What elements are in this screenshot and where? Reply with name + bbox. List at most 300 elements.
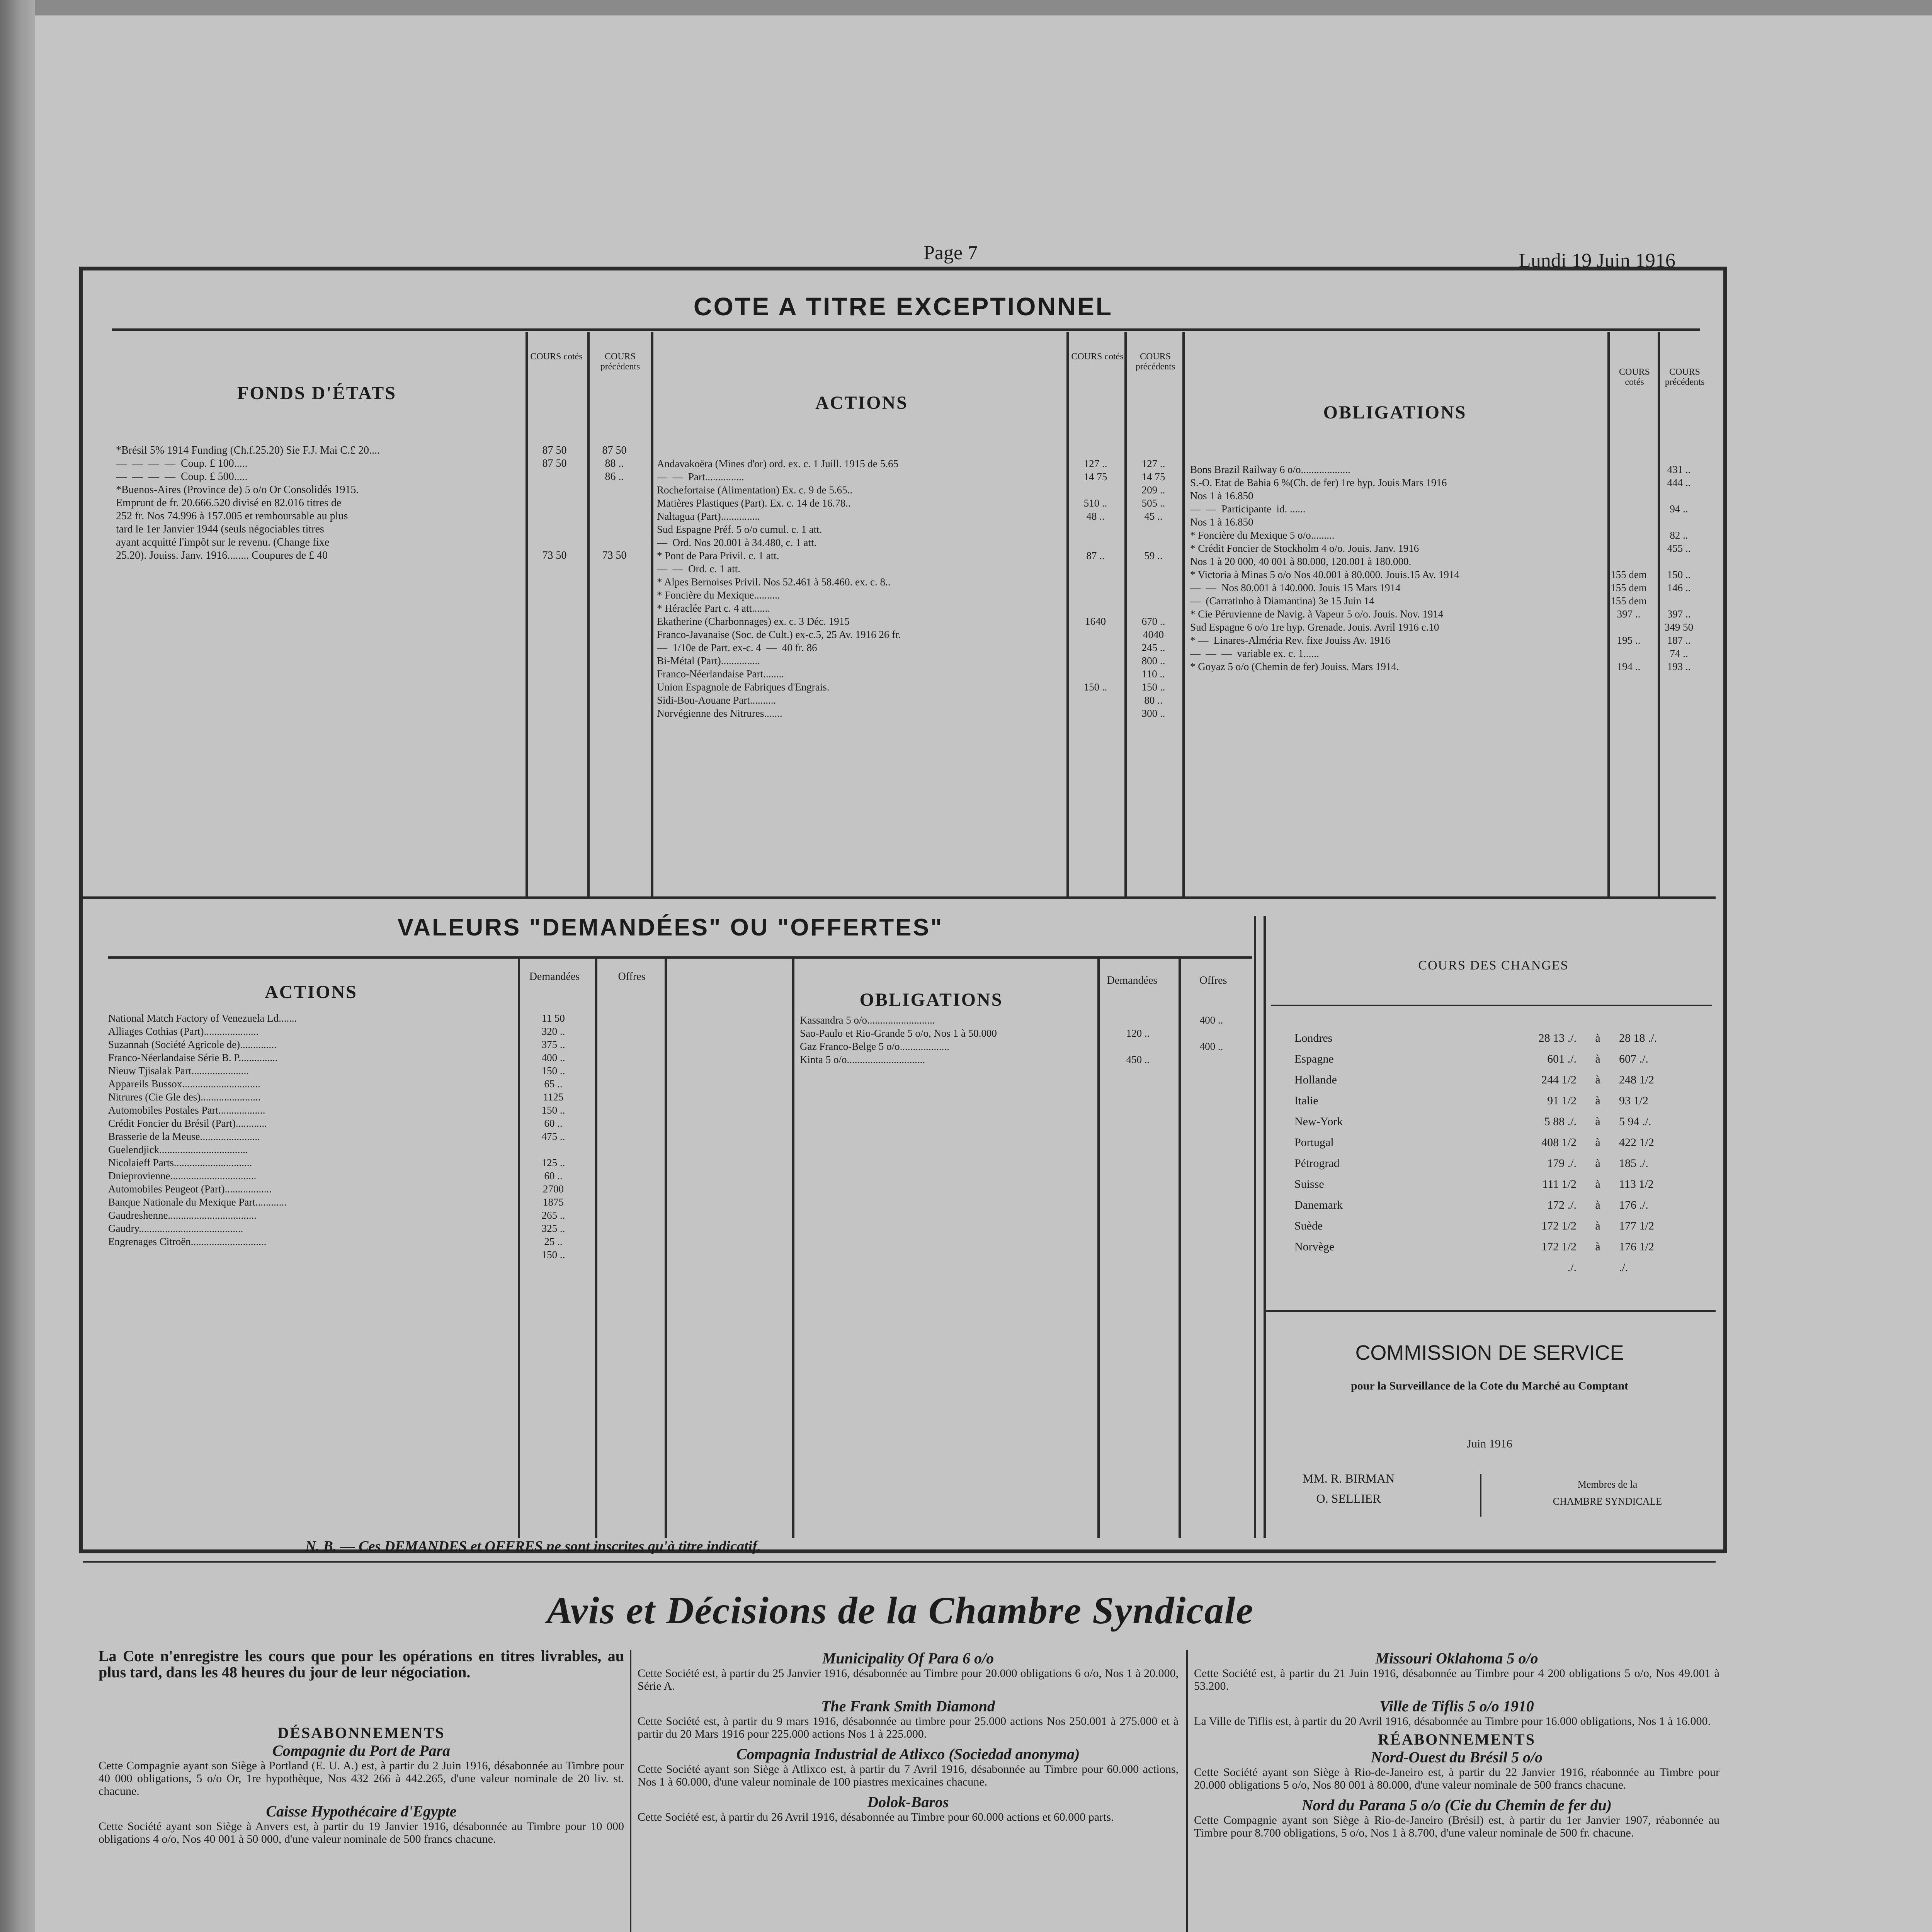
valeurs-title: VALEURS "DEMANDÉES" OU "OFFERTES" bbox=[397, 914, 944, 941]
commission-title: COMMISSION DE SERVICE bbox=[1355, 1341, 1624, 1364]
row-value bbox=[1124, 524, 1182, 537]
rule bbox=[1271, 1005, 1712, 1006]
cours-cotes-head-3: COURS cotés bbox=[1619, 367, 1650, 387]
row-label: — — — variable ex. c. 1...... bbox=[1190, 648, 1319, 659]
row-value: 11 50 bbox=[542, 1012, 565, 1024]
row-value: 300 .. bbox=[1141, 707, 1165, 719]
table-row bbox=[116, 510, 653, 523]
nb-note: N. B. — Ces DEMANDES et OFFRES ne sont inscrites qu'à titre indicatif. bbox=[305, 1538, 761, 1554]
row-value: 397 .. bbox=[1617, 608, 1641, 620]
change-row bbox=[1271, 1090, 1708, 1111]
row-label: *Brésil 5% 1914 Funding (Ch.f.25.20) Sie F.J. Mai C.£ 20.... bbox=[116, 444, 380, 456]
change-rate-high: 607 ./. bbox=[1619, 1053, 1648, 1065]
row-value: 82 .. bbox=[1670, 529, 1688, 541]
change-separator: à bbox=[1595, 1136, 1600, 1149]
row-value bbox=[583, 523, 645, 536]
avis-item-text: La Ville de Tiflis est, à partir du 20 Avril 1916, désabonnée au Timbre pour 16.000 obligations, Nos 1 à 16.000. bbox=[1194, 1715, 1711, 1728]
rule bbox=[112, 328, 1700, 331]
table-row bbox=[800, 1054, 1248, 1067]
row-value bbox=[1604, 621, 1654, 634]
row-value bbox=[1124, 537, 1182, 550]
row-value bbox=[592, 1249, 661, 1262]
row-label: tard le 1er Janvier 1944 (seuls négociables titres bbox=[116, 523, 324, 535]
row-value: 400 .. bbox=[1199, 1014, 1223, 1026]
change-place: Norvège bbox=[1294, 1240, 1335, 1253]
row-label: Franco-Néerlandaise Part........ bbox=[657, 668, 784, 680]
row-value bbox=[1604, 464, 1654, 477]
change-separator: à bbox=[1595, 1115, 1600, 1128]
change-place: Londres bbox=[1294, 1032, 1333, 1044]
row-value: 155 dem bbox=[1611, 582, 1647, 594]
desabonnements-head: DÉSABONNEMENTS bbox=[277, 1724, 445, 1742]
table-row bbox=[1190, 556, 1716, 569]
cours-precedents-head-3: COURS précédents bbox=[1665, 367, 1705, 387]
change-place: Hollande bbox=[1294, 1073, 1337, 1086]
row-value: 349 50 bbox=[1664, 621, 1694, 633]
row-value: 150 .. bbox=[541, 1065, 565, 1077]
row-value: 670 .. bbox=[1141, 616, 1165, 627]
avis-item bbox=[638, 1746, 1179, 1788]
table-row bbox=[657, 524, 1186, 537]
change-separator: à bbox=[1595, 1053, 1600, 1065]
row-value: 125 .. bbox=[541, 1157, 565, 1168]
row-value bbox=[526, 536, 583, 549]
row-label: Automobiles Postales Part.................. bbox=[108, 1104, 265, 1116]
row-label: Nos 1 à 16.850 bbox=[1190, 516, 1253, 528]
row-label: * Cie Péruvienne de Navig. à Vapeur 5 o/o. Jouis. Nov. 1914 bbox=[1190, 608, 1444, 620]
row-value bbox=[1066, 629, 1124, 642]
row-value bbox=[592, 1209, 661, 1223]
row-label: Ekatherine (Charbonnages) ex. c. 3 Déc. 1915 bbox=[657, 616, 850, 627]
table-row bbox=[1190, 608, 1716, 621]
table-row bbox=[108, 1209, 661, 1223]
table-row bbox=[657, 563, 1186, 576]
row-value bbox=[1604, 477, 1654, 490]
row-value: 86 .. bbox=[605, 471, 624, 483]
table-row bbox=[1190, 582, 1716, 595]
row-label: — — — — Coup. £ 500..... bbox=[116, 471, 248, 483]
row-value bbox=[583, 536, 645, 549]
row-label: Bi-Métal (Part)............... bbox=[657, 655, 760, 667]
row-value: 25 .. bbox=[544, 1236, 563, 1247]
avis-item bbox=[99, 1803, 624, 1845]
row-label: Gaudry........................................ bbox=[108, 1223, 243, 1234]
row-label: Appareils Bussox.............................. bbox=[108, 1078, 260, 1090]
row-label bbox=[108, 1249, 511, 1262]
row-value: 1640 bbox=[1085, 616, 1106, 627]
row-value: 1125 bbox=[543, 1091, 564, 1103]
avis-item-title: Caisse Hypothécaire d'Egypte bbox=[266, 1803, 457, 1820]
row-value: 94 .. bbox=[1670, 503, 1688, 515]
row-value: 431 .. bbox=[1667, 464, 1691, 475]
avis-item bbox=[1194, 1797, 1719, 1839]
row-value bbox=[592, 1170, 661, 1183]
col-divider bbox=[651, 332, 653, 896]
row-value bbox=[592, 1236, 661, 1249]
table-row bbox=[108, 1131, 661, 1144]
row-value: 245 .. bbox=[1141, 642, 1165, 653]
row-label: — — Ord. c. 1 att. bbox=[657, 563, 740, 575]
row-label: 252 fr. Nos 74.996 à 157.005 et remboursable au plus bbox=[116, 510, 348, 522]
change-place bbox=[1271, 1257, 1511, 1278]
fonds-etats-head: FONDS D'ÉTATS bbox=[237, 383, 396, 403]
row-value: 155 dem bbox=[1611, 595, 1647, 607]
table-row bbox=[108, 1117, 661, 1131]
change-row bbox=[1271, 1049, 1708, 1070]
change-rate-low: 408 1/2 bbox=[1541, 1136, 1577, 1149]
row-value bbox=[592, 1026, 661, 1039]
row-value bbox=[592, 1039, 661, 1052]
table-row bbox=[108, 1183, 661, 1196]
cours-precedents-head: COURS précédents bbox=[600, 352, 640, 372]
table-row bbox=[1190, 543, 1716, 556]
change-place: New-York bbox=[1294, 1115, 1343, 1128]
table-row bbox=[1190, 634, 1716, 648]
avis-item bbox=[638, 1794, 1179, 1823]
row-value: 325 .. bbox=[541, 1223, 565, 1234]
commission-subtitle: pour la Surveillance de la Cote du Marché au Comptant bbox=[1350, 1379, 1629, 1392]
change-rate-low: 172 1/2 bbox=[1541, 1219, 1577, 1232]
table-row bbox=[1190, 661, 1716, 674]
valeurs-obligations-table bbox=[800, 1014, 1248, 1067]
row-label: Crédit Foncier du Brésil (Part)............ bbox=[108, 1117, 267, 1129]
change-place: Suisse bbox=[1294, 1178, 1324, 1190]
table-row bbox=[108, 1196, 661, 1209]
row-value: 110 .. bbox=[1142, 668, 1165, 680]
row-value: 150 .. bbox=[1141, 681, 1165, 693]
row-value bbox=[1097, 1014, 1179, 1027]
change-place: Portugal bbox=[1294, 1136, 1334, 1149]
col-divider bbox=[665, 958, 667, 1538]
change-rate-high: 28 18 ./. bbox=[1619, 1032, 1657, 1044]
row-value bbox=[592, 1065, 661, 1078]
row-value: 14 75 bbox=[1083, 471, 1107, 483]
avis-left-items bbox=[99, 1742, 624, 1845]
row-label: Sud Espagne 6 o/o 1re hyp. Grenade. Jouis. Avril 1916 c.10 bbox=[1190, 621, 1439, 633]
row-value bbox=[583, 484, 645, 497]
row-label: * Héraclée Part c. 4 att....... bbox=[657, 602, 770, 614]
row-value bbox=[515, 1144, 592, 1157]
row-value: 444 .. bbox=[1667, 477, 1691, 488]
table-row bbox=[657, 668, 1186, 681]
avis-item-text: Cette Société est, à partir du 9 mars 1916, désabonnée au timbre pour 25.000 actions Nos 250.001 à 275.000 et à partir du 20 Mars 1916 pour 225.000 actions Nos 1 à 225.000. bbox=[638, 1715, 1179, 1740]
table-row bbox=[108, 1052, 661, 1065]
valeurs-actions-head: ACTIONS bbox=[265, 982, 357, 1002]
table-row bbox=[108, 1078, 661, 1091]
table-row bbox=[657, 694, 1186, 707]
row-label: Kassandra 5 o/o.......................... bbox=[800, 1014, 935, 1026]
change-rate-high: 113 1/2 bbox=[1619, 1178, 1654, 1190]
table-row bbox=[108, 1026, 661, 1039]
row-value bbox=[592, 1157, 661, 1170]
avis-item bbox=[1194, 1698, 1719, 1728]
table-row bbox=[116, 549, 653, 563]
row-value bbox=[1654, 516, 1704, 529]
row-label: — (Carratinho à Diamantina) 3e 15 Juin 14 bbox=[1190, 595, 1374, 607]
row-label: Matières Plastiques (Part). Ex. c. 14 de 16.78.. bbox=[657, 497, 851, 509]
row-label: Naltagua (Part)............... bbox=[657, 510, 760, 522]
table-row bbox=[657, 550, 1186, 563]
row-label: Nitrures (Cie Gle des)....................... bbox=[108, 1091, 261, 1103]
row-value bbox=[526, 471, 583, 484]
avis-item bbox=[638, 1650, 1179, 1692]
col-divider bbox=[1186, 1650, 1188, 1932]
row-label: National Match Factory of Venezuela Ld....... bbox=[108, 1012, 297, 1024]
row-label: Nieuw Tjisalak Part...................... bbox=[108, 1065, 249, 1077]
change-separator: à bbox=[1595, 1032, 1600, 1044]
row-label: Emprunt de fr. 20.666.520 divisé en 82.016 titres de bbox=[116, 497, 342, 509]
row-label: Kinta 5 o/o.............................. bbox=[800, 1054, 925, 1065]
col-divider bbox=[1254, 916, 1256, 1538]
change-rate-low: 5 88 ./. bbox=[1544, 1115, 1577, 1128]
avis-title: Avis et Décisions de la Chambre Syndicale bbox=[546, 1589, 1254, 1632]
avis-item-text: Cette Société ayant son Siège à Atlixco est, à partir du 7 Avril 1916, désabonnée au Timbre pour 60.000 actions, Nos 1 à 60.000, d'une valeur nominale de 100 piastres mexicaines chacune. bbox=[638, 1763, 1179, 1788]
row-value bbox=[1604, 516, 1654, 529]
table-row bbox=[108, 1104, 661, 1117]
change-row bbox=[1271, 1132, 1708, 1153]
col-divider bbox=[526, 332, 528, 896]
table-row bbox=[1190, 503, 1716, 516]
row-value bbox=[1604, 490, 1654, 503]
row-value bbox=[1654, 595, 1704, 608]
table-row bbox=[657, 602, 1186, 616]
row-value bbox=[592, 1052, 661, 1065]
row-value: 87 .. bbox=[1086, 550, 1105, 561]
row-value: 195 .. bbox=[1617, 634, 1641, 646]
row-value: 65 .. bbox=[544, 1078, 563, 1090]
row-label: — — — — Coup. £ 100..... bbox=[116, 457, 248, 469]
row-label: — — Participante id. ...... bbox=[1190, 503, 1306, 515]
row-value bbox=[1066, 537, 1124, 550]
row-value: 397 .. bbox=[1667, 608, 1691, 620]
avis-right-column bbox=[1194, 1650, 1719, 1845]
rule bbox=[83, 896, 1716, 899]
table-row bbox=[116, 484, 653, 497]
avis-item-text: Cette Société est, à partir du 26 Avril 1916, désabonnée au Timbre pour 60.000 actions et 60.000 parts. bbox=[638, 1811, 1114, 1823]
change-row bbox=[1271, 1236, 1708, 1257]
change-separator: à bbox=[1595, 1199, 1600, 1211]
row-value: 87 50 bbox=[542, 444, 567, 456]
change-rate-high: ./. bbox=[1619, 1261, 1628, 1274]
row-value bbox=[1066, 589, 1124, 602]
row-label: Nicolaieff Parts.............................. bbox=[108, 1157, 252, 1168]
table-row bbox=[1190, 490, 1716, 503]
row-label: * — Linares-Alméria Rev. fixe Jouiss Av. 1916 bbox=[1190, 634, 1390, 646]
change-rate-low: 28 13 ./. bbox=[1538, 1032, 1577, 1044]
change-place: Suède bbox=[1294, 1219, 1323, 1232]
row-value bbox=[1124, 576, 1182, 589]
table-row bbox=[657, 616, 1186, 629]
row-label: Alliages Cothias (Part)..................... bbox=[108, 1026, 259, 1037]
row-label: * Foncière du Mexique 5 o/o......... bbox=[1190, 529, 1335, 541]
table-row bbox=[1190, 529, 1716, 543]
table-row bbox=[1190, 648, 1716, 661]
row-value: 120 .. bbox=[1126, 1027, 1150, 1039]
avis-item bbox=[1194, 1650, 1719, 1692]
change-rate-low: 244 1/2 bbox=[1541, 1073, 1577, 1086]
change-rate-low: ./. bbox=[1567, 1261, 1577, 1274]
row-label: Andavakoëra (Mines d'or) ord. ex. c. 1 Juill. 1915 de 5.65 bbox=[657, 458, 898, 469]
row-value: 150 .. bbox=[1083, 681, 1107, 693]
change-row bbox=[1271, 1070, 1708, 1090]
row-value: 187 .. bbox=[1667, 634, 1691, 646]
avis-item-text: Cette Société ayant son Siège à Rio-de-Janeiro est, à partir du 22 Janvier 1916, réabonnée au Timbre pour 20.000 obligations 5 o/o, Nos 80 001 à 80.000, d'une valeur nominale de 500 francs chacune. bbox=[1194, 1766, 1719, 1791]
change-row bbox=[1271, 1111, 1708, 1132]
row-value bbox=[1066, 576, 1124, 589]
avis-item bbox=[99, 1742, 624, 1798]
change-separator: à bbox=[1595, 1178, 1600, 1190]
change-separator: à bbox=[1595, 1094, 1600, 1107]
row-value: 2700 bbox=[543, 1183, 564, 1195]
table-row bbox=[108, 1223, 661, 1236]
col-divider bbox=[587, 332, 590, 896]
row-label: Franco-Javanaise (Soc. de Cult.) ex-c.5, 25 Av. 1916 26 fr. bbox=[657, 629, 901, 640]
row-value bbox=[592, 1131, 661, 1144]
row-value: 87 50 bbox=[542, 457, 567, 469]
table-row bbox=[800, 1041, 1248, 1054]
row-label: Franco-Néerlandaise Série B. P............... bbox=[108, 1052, 278, 1063]
avis-item bbox=[638, 1698, 1179, 1740]
row-value bbox=[592, 1078, 661, 1091]
row-value bbox=[1066, 694, 1124, 707]
change-rate-low: 111 1/2 bbox=[1542, 1178, 1577, 1190]
row-value bbox=[592, 1117, 661, 1131]
row-value: 209 .. bbox=[1141, 484, 1165, 496]
change-rate-low: 179 ./. bbox=[1547, 1157, 1577, 1170]
table-row bbox=[108, 1065, 661, 1078]
table-row bbox=[800, 1014, 1248, 1027]
change-rate-high: 5 94 ./. bbox=[1619, 1115, 1651, 1128]
row-label: * Victoria à Minas 5 o/o Nos 40.001 à 80.000. Jouis.15 Av. 1914 bbox=[1190, 569, 1459, 580]
row-value bbox=[1179, 1054, 1244, 1067]
avis-item-title: Nord du Parana 5 o/o (Cie du Chemin de fer du) bbox=[1301, 1796, 1612, 1814]
col-divider bbox=[1264, 916, 1266, 1538]
change-rate-high: 176 1/2 bbox=[1619, 1240, 1654, 1253]
table-row bbox=[800, 1027, 1248, 1041]
row-value: 150 .. bbox=[541, 1104, 565, 1116]
row-value: 127 .. bbox=[1141, 458, 1165, 469]
table-row bbox=[657, 642, 1186, 655]
row-label: 25.20). Jouiss. Janv. 1916........ Coupures de £ 40 bbox=[116, 549, 328, 561]
row-label: Gaudreshenne.................................. bbox=[108, 1209, 257, 1221]
chambre-syndicale-label: Membres de la CHAMBRE SYNDICALE bbox=[1553, 1479, 1662, 1507]
table-row bbox=[657, 471, 1186, 484]
change-rate-low: 172 ./. bbox=[1547, 1199, 1577, 1211]
row-value: 59 .. bbox=[1144, 550, 1163, 561]
row-value bbox=[1066, 602, 1124, 616]
rule bbox=[108, 956, 1252, 959]
row-value bbox=[592, 1091, 661, 1104]
table-row bbox=[657, 458, 1186, 471]
row-value: 193 .. bbox=[1667, 661, 1691, 672]
row-label: Dnieprovienne................................. bbox=[108, 1170, 257, 1182]
change-rate-high: 185 ./. bbox=[1619, 1157, 1648, 1170]
row-value bbox=[1604, 556, 1654, 569]
table-row bbox=[116, 471, 653, 484]
row-value bbox=[1604, 543, 1654, 556]
change-place: Danemark bbox=[1294, 1199, 1343, 1211]
cours-cotes-head-2: COURS cotés bbox=[1071, 352, 1124, 362]
change-rate-high: 93 1/2 bbox=[1619, 1094, 1648, 1107]
table-row bbox=[1190, 595, 1716, 608]
row-value: 800 .. bbox=[1141, 655, 1165, 667]
table-row bbox=[1190, 569, 1716, 582]
table-row bbox=[116, 497, 653, 510]
row-label: * Pont de Para Privil. c. 1 att. bbox=[657, 550, 779, 561]
row-label: Sao-Paulo et Rio-Grande 5 o/o, Nos 1 à 50.000 bbox=[800, 1027, 997, 1039]
commission-month: Juin 1916 bbox=[1467, 1437, 1512, 1450]
row-value bbox=[1097, 1041, 1179, 1054]
change-separator: à bbox=[1595, 1240, 1600, 1253]
table-row bbox=[108, 1012, 661, 1026]
row-value bbox=[1066, 655, 1124, 668]
changes-table bbox=[1271, 1028, 1708, 1278]
table-row bbox=[657, 576, 1186, 589]
exceptionnel-actions-table bbox=[657, 458, 1186, 721]
table-row bbox=[657, 537, 1186, 550]
change-separator bbox=[1577, 1257, 1619, 1278]
row-value: 45 .. bbox=[1144, 510, 1163, 522]
row-value bbox=[592, 1144, 661, 1157]
row-value bbox=[592, 1196, 661, 1209]
row-label: Rochefortaise (Alimentation) Ex. c. 9 de 5.65.. bbox=[657, 484, 853, 496]
table-row bbox=[1190, 516, 1716, 529]
fonds-etats-table bbox=[116, 444, 653, 563]
change-row bbox=[1271, 1153, 1708, 1174]
change-separator: à bbox=[1595, 1219, 1600, 1232]
row-value: 60 .. bbox=[544, 1117, 563, 1129]
table-row bbox=[657, 497, 1186, 510]
obligations-head: OBLIGATIONS bbox=[1323, 402, 1467, 423]
exceptionnel-obligations-table bbox=[1190, 464, 1716, 674]
page-date: Lundi 19 Juin 1916 bbox=[1519, 250, 1675, 272]
row-value bbox=[1124, 602, 1182, 616]
table-row bbox=[108, 1249, 661, 1262]
row-value bbox=[1066, 524, 1124, 537]
row-value: 194 .. bbox=[1617, 661, 1641, 672]
table-row bbox=[108, 1236, 661, 1249]
table-row bbox=[1190, 621, 1716, 634]
row-label: Banque Nationale du Mexique Part............ bbox=[108, 1196, 287, 1208]
row-value bbox=[1066, 668, 1124, 681]
change-row bbox=[1271, 1257, 1708, 1278]
table-row bbox=[657, 484, 1186, 497]
row-value bbox=[1066, 707, 1124, 721]
row-label: Nos 1 à 20 000, 40 001 à 80.000, 120.001 à 180.000. bbox=[1190, 556, 1412, 567]
change-rate-high: 176 ./. bbox=[1619, 1199, 1648, 1211]
row-value bbox=[583, 497, 645, 510]
row-value bbox=[526, 523, 583, 536]
row-value bbox=[1066, 484, 1124, 497]
table-row bbox=[1190, 464, 1716, 477]
table-row bbox=[116, 444, 653, 457]
avis-mid-column bbox=[638, 1650, 1179, 1829]
row-value: 127 .. bbox=[1083, 458, 1107, 469]
table-row bbox=[108, 1039, 661, 1052]
row-value: 505 .. bbox=[1141, 497, 1165, 509]
row-label: Engrenages Citroën............................. bbox=[108, 1236, 267, 1247]
avis-item-text: Cette Société ayant son Siège à Anvers est, à partir du 19 Janvier 1916, désabonnée au Timbre pour 10 000 obligations 4 o/o, Nos 40 001 à 50 000, d'une valeur nominale de 500 francs chacune. bbox=[99, 1820, 624, 1845]
row-value: 73 50 bbox=[542, 549, 567, 561]
row-label: — — Nos 80.001 à 140.000. Jouis 15 Mars 1914 bbox=[1190, 582, 1401, 594]
table-row bbox=[657, 707, 1186, 721]
row-label: Automobiles Peugeot (Part).................. bbox=[108, 1183, 272, 1195]
row-label: Sidi-Bou-Aouane Part.......... bbox=[657, 694, 776, 706]
row-value: 455 .. bbox=[1667, 543, 1691, 554]
row-value: 320 .. bbox=[541, 1026, 565, 1037]
row-label: *Buenos-Aires (Province de) 5 o/o Or Consolidés 1915. bbox=[116, 484, 359, 496]
row-value bbox=[1179, 1027, 1244, 1041]
